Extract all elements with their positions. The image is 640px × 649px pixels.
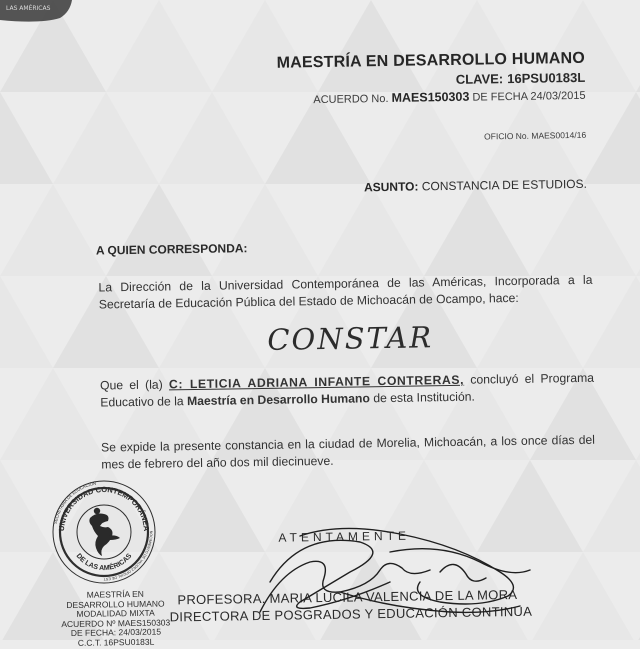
seal-line: DESARROLLO HUMANO	[66, 598, 165, 610]
seal-line: MODALIDAD MIXTA	[76, 607, 155, 619]
seal-ring-bottom: DE LAS AMÉRICAS	[74, 552, 134, 573]
constar-heading: CONSTAR	[267, 320, 434, 357]
paragraph2-middle: concluyó el Programa Educativo de la	[100, 370, 595, 410]
oficio-number: OFICIO No. MAES0014/16	[484, 129, 587, 142]
svg-text:UNIVERSIDAD CONTEMPORÁNEA	[57, 485, 151, 532]
paragraph2-start: Que el (la)	[99, 377, 163, 393]
program-name: Maestría en Desarrollo Humano	[186, 391, 370, 409]
paragraph-issue: Se expide la presente constancia en la ciudad de Morelia, Michoacán, a los once días del mes de febrero del año dos mil diecinueve.	[100, 432, 596, 472]
acuerdo-number: MAES150303	[391, 89, 470, 105]
addressee: A QUIEN CORRESPONDA:	[95, 241, 248, 258]
seal-line: DE FECHA: 24/03/2015	[70, 626, 162, 638]
atentamente: ATENTAMENTE	[278, 528, 411, 545]
university-seal	[50, 478, 158, 586]
signer-name: PROFESORA. MARIA LUCILA VALENCIA DE LA MORA	[177, 586, 518, 608]
subject-line	[364, 177, 587, 195]
subject-label: ASUNTO:	[363, 179, 419, 195]
acuerdo-line	[313, 88, 585, 106]
paragraph-student	[100, 370, 594, 412]
seal-ring-top: UNIVERSIDAD CONTEMPORÁNEA	[56, 484, 152, 532]
clave-value: 16PSU0183L	[507, 69, 586, 87]
seal-ring-upper-left: SECRETARÍA DE EDUCACIÓN	[52, 480, 97, 525]
paragraph2-end: de esta Institución.	[373, 389, 475, 406]
signature	[240, 512, 540, 632]
svg-text:DE LAS AMÉRICAS	[75, 552, 134, 572]
subject-value: CONSTANCIA DE ESTUDIOS.	[421, 176, 588, 194]
seal-line: ACUERDO Nº MAES150303	[61, 616, 171, 629]
corner-seal-text: LAS AMÉRICAS	[6, 5, 51, 12]
paragraph-intro: La Dirección de la Universidad Contemporánea de las Américas, Incorporada a la Secretaría de Educación Pública del Estado de Michoacán de Ocampo, hace:	[98, 272, 593, 312]
americas-emblem-icon	[89, 508, 120, 556]
program-title: MAESTRÍA EN DESARROLLO HUMANO	[276, 49, 586, 72]
seal-ring-side: NOCIMIENTO DE VALIDEZ OFICIAL DE EST	[103, 530, 154, 582]
acuerdo-suffix: DE FECHA 24/03/2015	[472, 89, 586, 104]
seal-line: MAESTRÍA EN	[86, 588, 144, 600]
clave-line	[456, 70, 586, 87]
student-name: C: LETICIA ADRIANA INFANTE CONTRERAS,	[168, 372, 465, 392]
acuerdo-prefix: ACUERDO No.	[313, 92, 389, 107]
clave-label: CLAVE:	[455, 71, 504, 87]
seal-line: C.C.T. 16PSU0183L	[77, 636, 155, 648]
signer-title: DIRECTORA DE POSGRADOS Y EDUCACIÓN CONTINUA	[169, 603, 533, 625]
